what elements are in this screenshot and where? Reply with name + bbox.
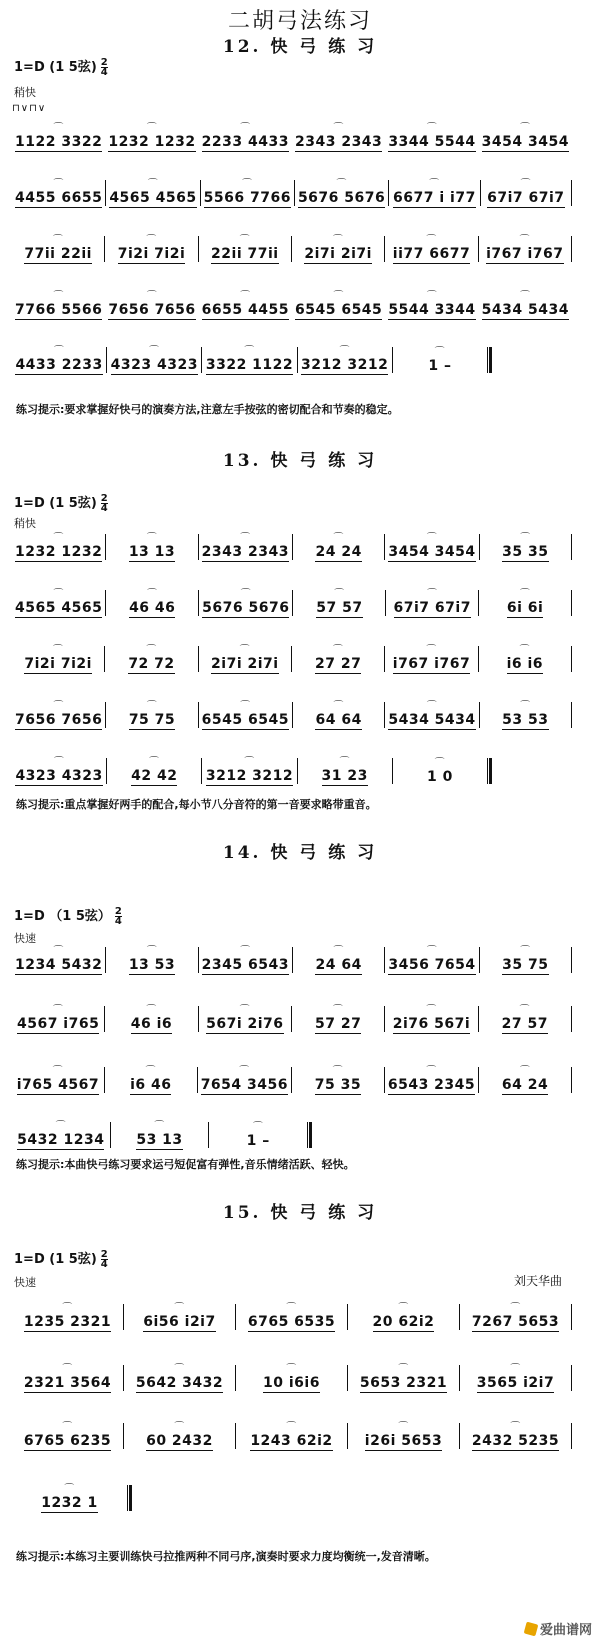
exercise-12 xyxy=(0,32,600,57)
measure xyxy=(480,700,571,730)
measure xyxy=(479,234,571,264)
note-group: ⌒ 4567 i765 xyxy=(17,1016,99,1034)
note-group: ⌒ 5642 3432 xyxy=(136,1375,223,1393)
note-group: ⌒ 4455 6655 xyxy=(15,190,102,208)
note-group: ⌒ 75 75 xyxy=(129,712,175,730)
note-group: ⌒ 53 13 xyxy=(136,1132,182,1150)
barline xyxy=(571,534,572,560)
note-group: ⌒ 3565 i2i7 xyxy=(477,1375,554,1393)
measure xyxy=(199,588,292,618)
key-text: 1=D (1 5弦) xyxy=(14,496,97,511)
measure xyxy=(124,1363,235,1393)
key-text: 1=D （1 5弦） xyxy=(14,909,111,924)
note-group: ⌒ 22ii 77ii xyxy=(211,246,279,264)
practice-hint: 练习提示:要求掌握好快弓的演奏方法,注意左手按弦的密切配合和节奏的稳定。 xyxy=(16,403,399,416)
measure xyxy=(385,122,478,152)
barline xyxy=(571,1423,572,1449)
measure xyxy=(199,234,291,264)
note-group: ⌒ 77ii 22ii xyxy=(24,246,92,264)
measure xyxy=(12,1421,123,1451)
measure xyxy=(199,290,292,320)
note-group: ⌒ 6i56 i2i7 xyxy=(143,1314,215,1332)
note-group: ⌒ 2432 5235 xyxy=(472,1433,559,1451)
measure xyxy=(479,588,571,618)
measure xyxy=(12,588,105,618)
practice-hint: 练习提示:本练习主要训练快弓拉推两种不同弓序,演奏时要求力度均衡统一,发音清晰。 xyxy=(16,1550,436,1563)
key-signature xyxy=(14,56,108,77)
watermark-text: 爱曲谱网 xyxy=(539,1623,592,1638)
measure xyxy=(12,644,104,674)
key-signature xyxy=(14,1248,108,1269)
score-row xyxy=(12,1302,572,1332)
measure xyxy=(481,178,571,208)
final-barline xyxy=(307,1122,312,1148)
measure xyxy=(385,700,478,730)
composer: 刘天华曲 xyxy=(513,1274,562,1288)
note-group: ⌒ 5566 7766 xyxy=(204,190,291,208)
note-group: ⌒ 3454 3454 xyxy=(388,544,475,562)
measure xyxy=(293,532,384,562)
note-group: ⌒ 53 53 xyxy=(502,712,548,730)
note-group: ⌒ 27 27 xyxy=(315,656,361,674)
note-group: ⌒ 20 62i2 xyxy=(373,1314,435,1332)
note-group: ⌒ i767 i767 xyxy=(393,656,470,674)
measure xyxy=(293,945,384,975)
measure xyxy=(479,122,572,152)
note-group: ⌒ 3344 5544 xyxy=(388,134,475,152)
barline xyxy=(571,947,572,973)
barline xyxy=(571,1067,572,1093)
note-group: ⌒ 7656 7656 xyxy=(15,712,102,730)
note-group: ⌒ 4323 4323 xyxy=(15,768,102,786)
measure xyxy=(12,756,106,786)
time-top: 2 xyxy=(100,1249,108,1260)
note-group: ⌒ 46 46 xyxy=(129,600,175,618)
note-group: ⌒ 2i76 567i xyxy=(393,1016,470,1034)
measure xyxy=(480,945,571,975)
key-text: 1=D (1 5弦) xyxy=(14,60,97,75)
measure xyxy=(385,945,478,975)
note-group: ⌒ 57 27 xyxy=(315,1016,361,1034)
barline xyxy=(571,646,572,672)
measure xyxy=(479,290,572,320)
measure xyxy=(106,945,197,975)
note-group: ⌒ 7654 3456 xyxy=(201,1077,288,1095)
note-group: ⌒ 2343 2343 xyxy=(202,544,289,562)
measure xyxy=(293,588,385,618)
note-group: ⌒ 24 24 xyxy=(315,544,361,562)
tempo-marking: 稍快 xyxy=(14,86,36,99)
measure xyxy=(106,588,198,618)
measure xyxy=(12,1004,104,1034)
measure xyxy=(292,1065,384,1095)
tempo-marking: 稍快 xyxy=(14,517,36,530)
note-group: ⌒ 6765 6535 xyxy=(248,1314,335,1332)
measure xyxy=(105,234,197,264)
score-row xyxy=(12,532,572,562)
key-signature xyxy=(14,492,108,513)
practice-hint: 练习提示:重点掌握好两手的配合,每小节八分音符的第一音要求略带重音。 xyxy=(16,798,377,811)
note-group: ⌒ i765 4567 xyxy=(17,1077,99,1095)
key-signature xyxy=(14,905,122,926)
watermark xyxy=(525,1619,592,1638)
note-group: ⌒ 7267 5653 xyxy=(472,1314,559,1332)
measure xyxy=(111,1120,209,1150)
note-group: ⌒ 5676 5676 xyxy=(202,600,289,618)
measure xyxy=(298,756,392,786)
score-row xyxy=(12,945,572,975)
note-group: ⌒ 72 72 xyxy=(128,656,174,674)
final-barline xyxy=(127,1485,132,1511)
final-barline xyxy=(487,347,492,373)
note-group: ⌒ 7i2i 7i2i xyxy=(24,656,92,674)
note-group: ⌒ 6543 2345 xyxy=(388,1077,475,1095)
measure xyxy=(385,234,477,264)
measure xyxy=(292,122,385,152)
measure xyxy=(105,644,197,674)
measure xyxy=(106,700,197,730)
measure xyxy=(236,1302,347,1332)
note-group: ⌒ 57 57 xyxy=(316,600,362,618)
score-row xyxy=(12,1004,572,1034)
measure xyxy=(12,290,105,320)
measure xyxy=(199,122,292,152)
measure xyxy=(479,644,571,674)
note-group: ⌒ 5676 5676 xyxy=(298,190,385,208)
measure xyxy=(292,644,384,674)
note-group: ⌒ 60 2432 xyxy=(146,1433,213,1451)
note-group: ⌒ 3322 1122 xyxy=(206,357,293,375)
measure xyxy=(385,290,478,320)
measure xyxy=(124,1302,235,1332)
bowing-marks: ⊓∨⊓∨ xyxy=(12,103,47,114)
exercise-15 xyxy=(0,1198,600,1223)
note-group: ⌒ 4565 4565 xyxy=(15,600,102,618)
measure xyxy=(386,588,478,618)
exercise-title: 15. 快 弓 练 习 xyxy=(222,1203,378,1223)
measure xyxy=(295,178,388,208)
final-barline xyxy=(487,758,492,784)
note-group: ⌒ 27 57 xyxy=(502,1016,548,1034)
time-signature xyxy=(101,494,108,513)
measure xyxy=(385,1065,478,1095)
measure xyxy=(105,122,198,152)
time-top: 2 xyxy=(100,493,108,504)
note-group: ⌒ 2345 6543 xyxy=(202,957,289,975)
score-row xyxy=(12,345,492,375)
measure xyxy=(12,122,105,152)
measure xyxy=(202,345,296,375)
note-group: ⌒ 3212 3212 xyxy=(206,768,293,786)
exercise-title: 12. 快 弓 练 习 xyxy=(222,37,378,57)
measure xyxy=(124,1421,235,1451)
time-top: 2 xyxy=(100,57,108,68)
note-group: ⌒ 1 – xyxy=(428,358,451,375)
measure xyxy=(106,532,197,562)
note-group: ⌒ 7766 5566 xyxy=(15,302,102,320)
measure xyxy=(12,1065,104,1095)
note-group: ⌒ 35 35 xyxy=(502,544,548,562)
score-row xyxy=(12,234,572,264)
measure xyxy=(105,1065,197,1095)
measure xyxy=(479,1004,571,1034)
time-bottom: 4 xyxy=(100,67,108,78)
note-group: ⌒ 5653 2321 xyxy=(360,1375,447,1393)
note-group: ⌒ 4433 2233 xyxy=(15,357,102,375)
measure xyxy=(199,644,291,674)
note-group: ⌒ 1 – xyxy=(247,1133,270,1150)
note-group: ⌒ 1243 62i2 xyxy=(250,1433,332,1451)
measure xyxy=(385,1004,477,1034)
score-row xyxy=(12,1483,132,1513)
time-top: 2 xyxy=(114,906,122,917)
note-group: ⌒ 2233 4433 xyxy=(202,134,289,152)
time-bottom: 4 xyxy=(114,916,122,927)
exercise-13 xyxy=(0,446,600,471)
barline xyxy=(571,1365,572,1391)
measure xyxy=(393,345,487,375)
measure xyxy=(199,1004,291,1034)
note-group: ⌒ 5432 1234 xyxy=(17,1132,104,1150)
practice-hint: 练习提示:本曲快弓练习要求运弓短促富有弹性,音乐情绪活跃、轻快。 xyxy=(16,1158,355,1171)
measure xyxy=(292,290,385,320)
time-bottom: 4 xyxy=(100,1259,108,1270)
score-row xyxy=(12,1363,572,1393)
note-group: ⌒ 31 23 xyxy=(322,768,368,786)
tempo-marking: 快速 xyxy=(14,932,36,945)
barline xyxy=(571,236,572,262)
note-group: ⌒ 67i7 67i7 xyxy=(394,600,471,618)
measure xyxy=(479,1065,571,1095)
note-group: ⌒ 2343 2343 xyxy=(295,134,382,152)
score-row xyxy=(12,1065,572,1095)
note-group: ⌒ 67i7 67i7 xyxy=(487,190,564,208)
note-group: ⌒ i767 i767 xyxy=(486,246,563,264)
exercise-title: 13. 快 弓 练 习 xyxy=(222,451,378,471)
note-group: ⌒ 3212 3212 xyxy=(301,357,388,375)
time-signature xyxy=(115,907,122,926)
measure xyxy=(460,1421,571,1451)
measure xyxy=(348,1363,459,1393)
page-title: 二胡弓法练习 xyxy=(227,9,372,34)
note-group: ⌒ 2i7i 2i7i xyxy=(304,246,372,264)
measure xyxy=(202,756,296,786)
measure xyxy=(106,178,199,208)
note-group: ⌒ 6545 6545 xyxy=(202,712,289,730)
measure xyxy=(107,756,201,786)
note-group: ⌒ 13 53 xyxy=(129,957,175,975)
measure xyxy=(105,290,198,320)
score-row xyxy=(12,178,572,208)
note-group: ⌒ 4323 4323 xyxy=(111,357,198,375)
barline xyxy=(571,1304,572,1330)
note-group: ⌒ 4565 4565 xyxy=(109,190,196,208)
score-row xyxy=(12,1120,312,1150)
note-group: ⌒ 42 42 xyxy=(131,768,177,786)
score-row xyxy=(12,122,572,152)
note-group: ⌒ 5544 3344 xyxy=(388,302,475,320)
time-signature xyxy=(101,1250,108,1269)
note-group: ⌒ 1235 2321 xyxy=(24,1314,111,1332)
measure xyxy=(199,700,292,730)
time-signature xyxy=(101,58,108,77)
measure xyxy=(460,1302,571,1332)
note-group: ⌒ 6765 6235 xyxy=(24,1433,111,1451)
note-group: ⌒ 24 64 xyxy=(315,957,361,975)
measure xyxy=(236,1363,347,1393)
time-bottom: 4 xyxy=(100,503,108,514)
barline xyxy=(571,1006,572,1032)
note-group: ⌒ 10 i6i6 xyxy=(263,1375,320,1393)
measure xyxy=(348,1302,459,1332)
score-row xyxy=(12,1421,572,1451)
note-group: ⌒ i6 i6 xyxy=(507,656,543,674)
note-group: ⌒ 2i7i 2i7i xyxy=(211,656,279,674)
measure xyxy=(199,532,292,562)
note-group: ⌒ 1122 3322 xyxy=(15,134,102,152)
note-group: ⌒ 2321 3564 xyxy=(24,1375,111,1393)
measure xyxy=(385,644,477,674)
note-group: ⌒ 567i 2i76 xyxy=(206,1016,283,1034)
note-group: ⌒ 6545 6545 xyxy=(295,302,382,320)
measure xyxy=(12,234,104,264)
measure xyxy=(12,1483,127,1513)
measure xyxy=(348,1421,459,1451)
measure xyxy=(460,1363,571,1393)
tempo-marking: 快速 xyxy=(14,1276,36,1289)
note-group: ⌒ 75 35 xyxy=(315,1077,361,1095)
site-logo-icon xyxy=(524,1621,539,1636)
note-group: ⌒ 5434 5434 xyxy=(482,302,569,320)
measure xyxy=(12,178,105,208)
measure xyxy=(12,1120,110,1150)
note-group: ⌒ 1234 5432 xyxy=(15,957,102,975)
measure xyxy=(298,345,392,375)
note-group: ⌒ 5434 5434 xyxy=(388,712,475,730)
note-group: ⌒ 64 64 xyxy=(315,712,361,730)
measure xyxy=(389,178,479,208)
measure xyxy=(12,700,105,730)
note-group: ⌒ 1232 1232 xyxy=(108,134,195,152)
score-row xyxy=(12,756,492,786)
measure xyxy=(292,234,384,264)
measure xyxy=(201,178,294,208)
note-group: ⌒ i6 46 xyxy=(130,1077,171,1095)
measure xyxy=(385,532,478,562)
exercise-title: 14. 快 弓 练 习 xyxy=(222,843,378,863)
note-group: ⌒ 6655 4455 xyxy=(202,302,289,320)
measure xyxy=(12,345,106,375)
measure xyxy=(105,1004,197,1034)
measure xyxy=(12,945,105,975)
key-text: 1=D (1 5弦) xyxy=(14,1252,97,1267)
score-row xyxy=(12,700,572,730)
barline xyxy=(571,702,572,728)
barline xyxy=(571,590,572,616)
measure xyxy=(107,345,201,375)
note-group: ⌒ 35 75 xyxy=(502,957,548,975)
note-group: ⌒ 1 0 xyxy=(427,769,453,786)
measure xyxy=(209,1120,307,1150)
measure xyxy=(292,1004,384,1034)
measure xyxy=(393,756,487,786)
measure xyxy=(480,532,571,562)
score-row xyxy=(12,644,572,674)
note-group: ⌒ 3456 7654 xyxy=(388,957,475,975)
measure xyxy=(199,945,292,975)
score-row xyxy=(12,290,572,320)
note-group: ⌒ 6i 6i xyxy=(507,600,543,618)
measure xyxy=(198,1065,291,1095)
note-group: ⌒ 7656 7656 xyxy=(108,302,195,320)
measure xyxy=(293,700,384,730)
measure xyxy=(12,532,105,562)
note-group: ⌒ 46 i6 xyxy=(131,1016,172,1034)
exercise-14 xyxy=(0,838,600,863)
measure xyxy=(12,1302,123,1332)
note-group: ⌒ 13 13 xyxy=(129,544,175,562)
note-group: ⌒ 7i2i 7i2i xyxy=(118,246,186,264)
score-row xyxy=(12,588,572,618)
note-group: ⌒ 64 24 xyxy=(502,1077,548,1095)
note-group: ⌒ ii77 6677 xyxy=(393,246,470,264)
note-group: ⌒ 1232 1232 xyxy=(15,544,102,562)
note-group: ⌒ 3454 3454 xyxy=(482,134,569,152)
note-group: ⌒ 6677 i i77 xyxy=(393,190,476,208)
measure xyxy=(12,1363,123,1393)
barline xyxy=(571,180,572,206)
note-group: ⌒ 1232 1 xyxy=(41,1495,98,1513)
note-group: ⌒ i26i 5653 xyxy=(365,1433,442,1451)
measure xyxy=(236,1421,347,1451)
